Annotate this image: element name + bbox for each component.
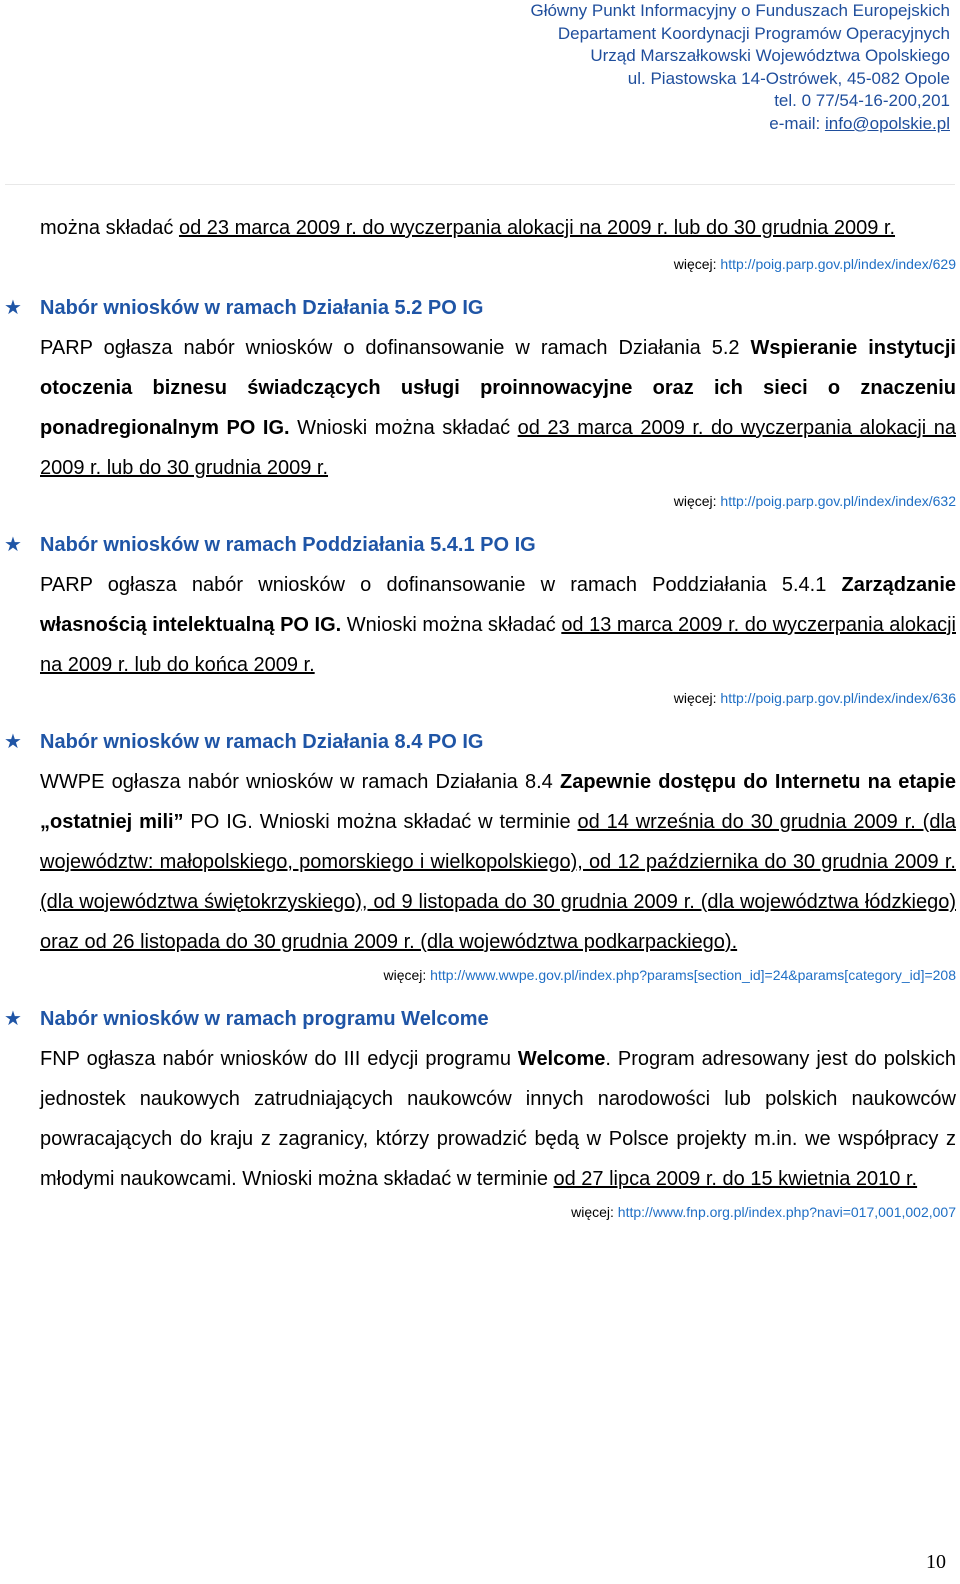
page-number: 10 [926, 1551, 946, 1573]
section-text-2: Wnioski można składać [341, 614, 562, 636]
more-label: więcej: [673, 690, 721, 706]
section-bold: Wspieranie instytucji otoczenia biznesu świadczących usługi proinnowacyjne oraz ich sieci o znaczeniu ponadregionalnym PO IG. [40, 337, 956, 439]
section-title [4, 722, 956, 762]
more-label: więcej: [673, 256, 721, 272]
header-line-3: Urząd Marszałkowski Województwa Opolskiego [590, 46, 950, 65]
section-text: FNP ogłasza nabór wniosków do III edycji programu [40, 1048, 518, 1070]
header-line-5: tel. 0 77/54-16-200,201 [774, 91, 950, 110]
intro-paragraph [40, 208, 956, 248]
more-url[interactable]: http://poig.parp.gov.pl/index/index/632 [720, 493, 956, 509]
section-poddzialanie-5-4-1 [4, 525, 956, 708]
section-paragraph [40, 565, 956, 685]
more-label: więcej: [673, 493, 721, 509]
header-line-2: Departament Koordynacji Programów Operacyjnych [557, 23, 950, 43]
section-dates: od 13 marca 2009 r. do wyczerpania alokacji na 2009 r. lub do końca 2009 r. [40, 614, 956, 676]
section-dzialanie-5-2 [4, 288, 957, 511]
intro-section [40, 208, 956, 274]
more-link-line [40, 965, 956, 985]
section-title-text: Nabór wniosków w ramach Działania 5.2 PO IG [40, 297, 484, 319]
more-label: więcej: [571, 1204, 618, 1220]
more-label: więcej: [383, 967, 431, 983]
more-url[interactable]: http://www.fnp.org.pl/index.php?navi=017,001,002,007 [617, 1204, 956, 1220]
email-label: e-mail: [769, 113, 825, 133]
section-text-2: PO IG. Wnioski można składać w terminie [183, 811, 578, 833]
more-link-line [40, 491, 956, 511]
section-title [4, 525, 956, 565]
page-divider [5, 184, 955, 185]
star-icon: ★ [4, 297, 22, 319]
more-link-line [40, 688, 956, 708]
more-url[interactable]: http://poig.parp.gov.pl/index/index/629 [720, 256, 956, 272]
section-text: PARP ogłasza nabór wniosków o dofinansowanie w ramach Działania 5.2 [40, 337, 751, 359]
section-bold: Zapewnie dostępu do Internetu na etapie „ostatniej mili” [40, 771, 956, 833]
section-text-2: . Program adresowany jest do polskich jednostek naukowych zatrudniających naukowców innych narodowości lub polskich naukowców powracających do kraju z zagranicy, którzy prowadzić będą w Polsce projekty m.in. we współpracy z młodymi naukowcami. Wnioski można składać w terminie [40, 1048, 956, 1190]
star-icon: ★ [4, 1008, 22, 1030]
section-dates: od 14 września do 30 grudnia 2009 r. (dla województw: małopolskiego, pomorskiego i wielkopolskiego), od 12 października do 30 grudnia 2009 r. (dla województwa świętokrzyskiego), od 9 listopada do 30 grudnia 2009 r. (dla województwa łódzkiego) oraz od 26 listopada do 30 grudnia 2009 r. (dla województwa podkarpackiego). [40, 811, 957, 953]
section-title-text: Nabór wniosków w ramach programu Welcome [40, 1008, 489, 1030]
more-link-line [40, 254, 956, 274]
section-title-text: Nabór wniosków w ramach Poddziałania 5.4.1 PO IG [40, 534, 536, 556]
section-dates: od 23 marca 2009 r. do wyczerpania alokacji na 2009 r. lub do 30 grudnia 2009 r. [40, 417, 957, 479]
section-text: WWPE ogłasza nabór wniosków w ramach Działania 8.4 [40, 771, 560, 793]
section-bold: Welcome [517, 1048, 606, 1070]
section-paragraph [40, 328, 956, 488]
header-line-1: Główny Punkt Informacyjny o Funduszach Europejskich [530, 1, 950, 20]
section-text-2: Wnioski można składać [289, 417, 518, 439]
section-paragraph [40, 1039, 956, 1199]
section-welcome [4, 999, 956, 1222]
section-title-text: Nabór wniosków w ramach Działania 8.4 PO IG [40, 731, 484, 753]
more-url[interactable]: http://www.wwpe.gov.pl/index.php?params[section_id]=24&params[category_id]=208 [430, 967, 956, 983]
document-header [530, 0, 950, 135]
section-paragraph [40, 762, 956, 962]
section-title [4, 288, 956, 328]
star-icon: ★ [4, 731, 22, 753]
more-link-line [40, 1202, 956, 1222]
section-dates: od 27 lipca 2009 r. do 15 kwietnia 2010 r. [553, 1168, 918, 1190]
header-line-4: ul. Piastowska 14-Ostrówek, 45-082 Opole [627, 68, 950, 88]
intro-text: można składać [40, 217, 179, 239]
more-url[interactable]: http://poig.parp.gov.pl/index/index/636 [720, 690, 956, 706]
section-text: PARP ogłasza nabór wniosków o dofinansowanie w ramach Poddziałania 5.4.1 [40, 574, 842, 596]
header-email-line [530, 113, 950, 136]
email-link[interactable]: info@opolskie.pl [825, 113, 950, 133]
intro-dates: od 23 marca 2009 r. do wyczerpania alokacji na 2009 r. lub do 30 grudnia 2009 r. [178, 217, 896, 239]
star-icon: ★ [4, 534, 22, 556]
section-title [4, 999, 956, 1039]
section-bold: Zarządzanie własnością intelektualną PO IG. [40, 574, 956, 636]
section-dzialanie-8-4 [4, 722, 957, 985]
main-content [4, 208, 957, 1222]
